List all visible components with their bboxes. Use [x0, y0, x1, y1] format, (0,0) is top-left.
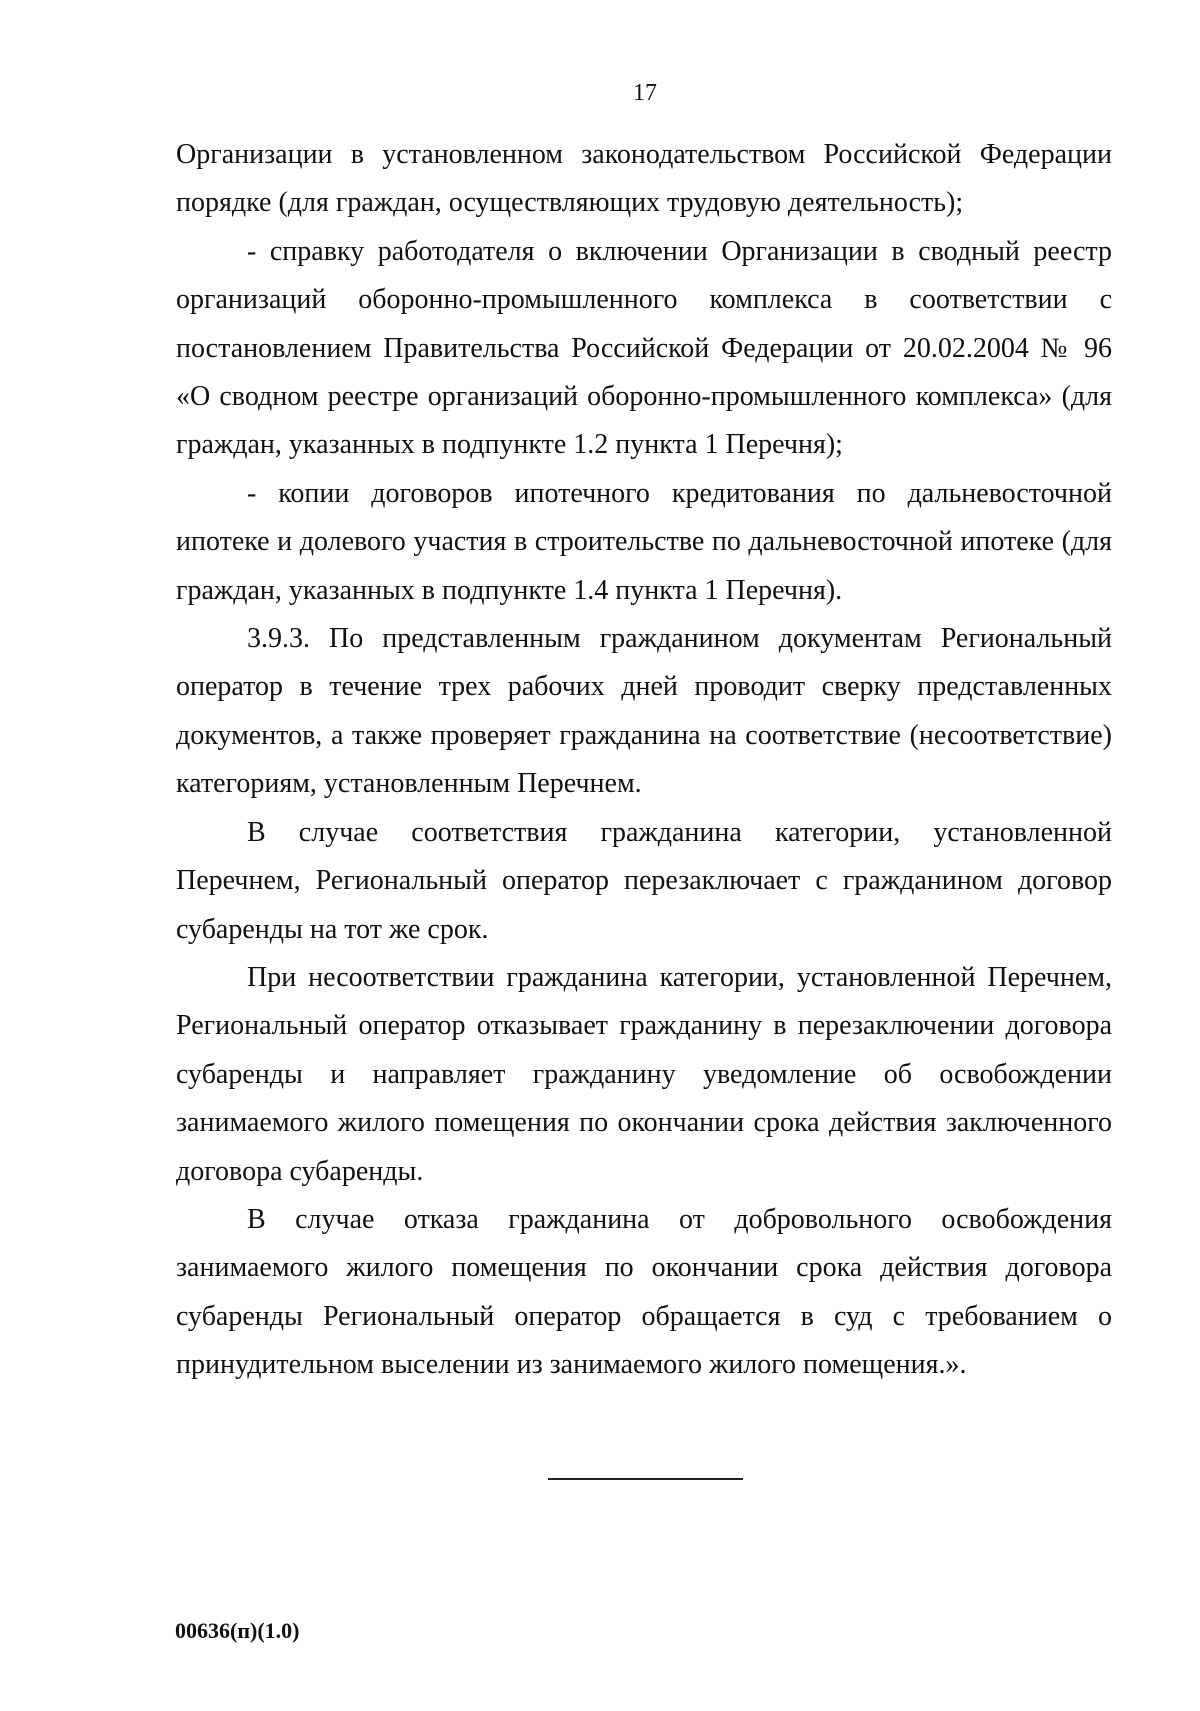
paragraph-employer-certificate: - справку работодателя о включении Организации в сводный реестр организаций оборонно-промышленного комплекса в соответствии с постановлением Правительства Российской Федерации от 20.02.2004 № 96 «О сводном реестре организаций оборонно-промышленного комплекса» (для граждан, указанных в подпункте 1.2 пункта 1 Перечня);: [176, 235, 1112, 461]
paragraph-refusal-case: В случае отказа гражданина от добровольного освобождения занимаемого жилого помещения по окончании срока действия договора субаренды Региональный оператор обращается в суд с требованием о принудительном выселении из занимаемого жилого помещения.».: [176, 1203, 1112, 1381]
document-body: [176, 131, 1112, 1390]
paragraph-compliance-case: В случае соответствия гражданина категории, установленной Перечнем, Региональный оператор перезаключает с гражданином договор субаренды на тот же срок.: [176, 816, 1112, 945]
paragraph-continuation: Организации в установленном законодательством Российской Федерации порядке (для граждан, осуществляющих трудовую деятельность);: [176, 139, 1112, 219]
page-number: 17: [633, 80, 657, 106]
paragraph-clause-3-9-3: 3.9.3. По представленным гражданином документам Региональный оператор в течение трех рабочих дней проводит сверку представленных документов, а также проверяет гражданина на соответствие (несоответствие) категориям, установленным Перечнем.: [176, 623, 1112, 800]
document-code: 00636(п)(1.0): [175, 1618, 300, 1643]
end-divider-line: [548, 1478, 743, 1480]
paragraph-mortgage-copies: - копии договоров ипотечного кредитования по дальневосточной ипотеке и долевого участия в строительстве по дальневосточной ипотеке (для граждан, указанных в подпункте 1.4 пункта 1 Перечня).: [176, 477, 1112, 606]
paragraph-noncompliance-case: При несоответствии гражданина категории, установленной Перечнем, Региональный оператор отказывает гражданину в перезаключении договора субаренды и направляет гражданину уведомление об освобождении занимаемого жилого помещения по окончании срока действия заключенного договора субаренды.: [176, 961, 1112, 1187]
